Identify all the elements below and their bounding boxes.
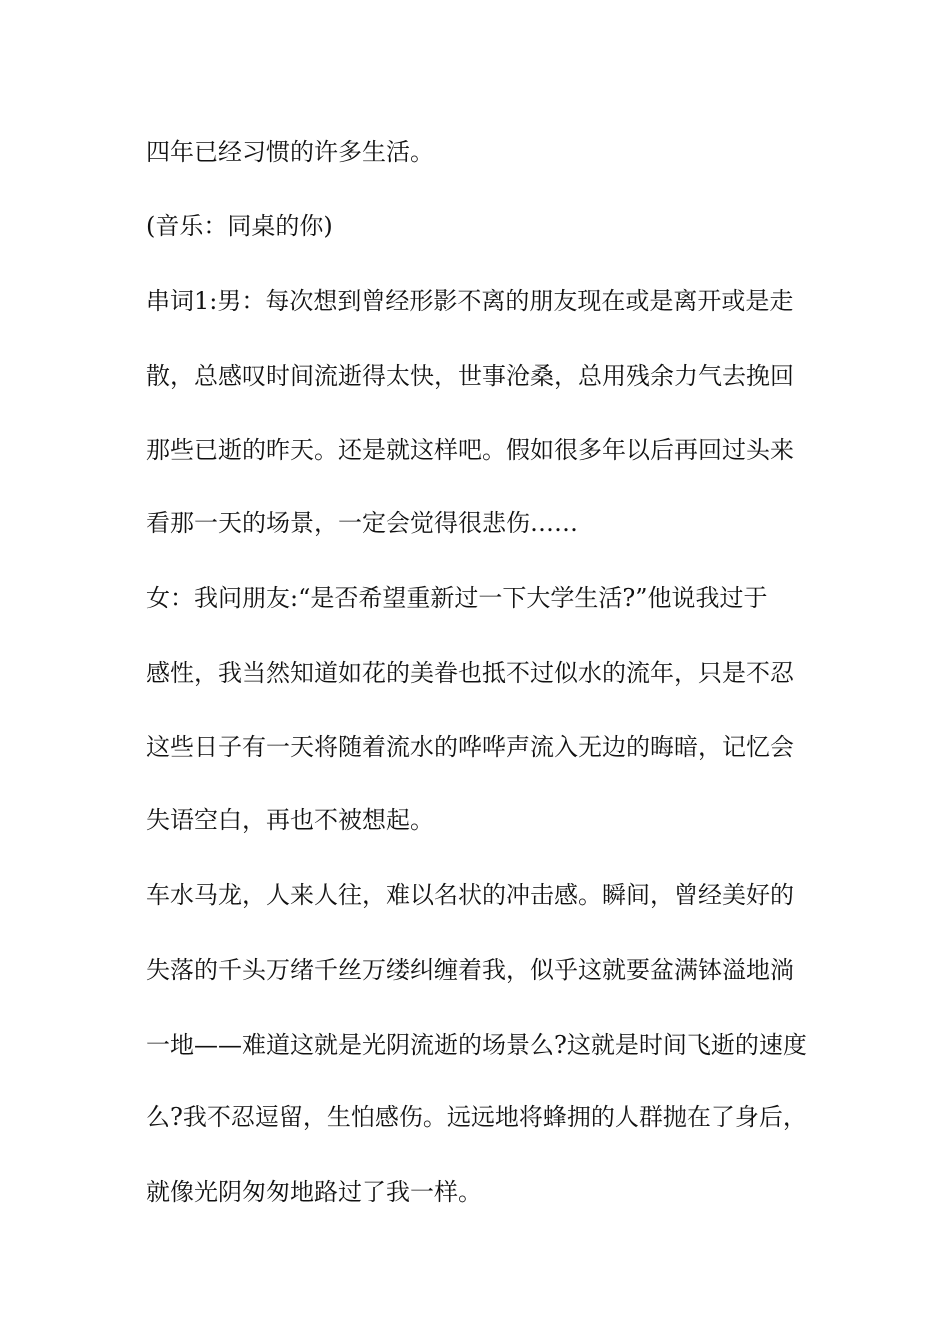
text-line: (音乐：同桌的你) <box>146 212 333 240</box>
text-line: 感性，我当然知道如花的美眷也抵不过似水的流年，只是不忍 <box>146 659 794 687</box>
text-line: 一地——难道这就是光阴流逝的场景么?这就是时间飞逝的速度 <box>146 1031 807 1059</box>
text-line: 车水马龙，人来人往，难以名状的冲击感。瞬间，曾经美好的 <box>146 881 794 909</box>
text-line: 那些已逝的昨天。还是就这样吧。假如很多年以后再回过头来 <box>146 436 794 464</box>
text-line: 女：我问朋友:“是否希望重新过一下大学生活?”他说我过于 <box>146 584 768 612</box>
text-line: 这些日子有一天将随着流水的哗哗声流入无边的晦暗，记忆会 <box>146 733 794 761</box>
text-line: 失落的千头万绪千丝万缕纠缠着我，似乎这就要盆满钵溢地淌 <box>146 956 794 984</box>
text-line: 失语空白，再也不被想起。 <box>146 806 434 834</box>
text-line: 看那一天的场景，一定会觉得很悲伤…… <box>146 509 578 537</box>
text-line: 么?我不忍逗留，生怕感伤。远远地将蜂拥的人群抛在了身后， <box>146 1103 807 1131</box>
text-line: 就像光阴匆匆地路过了我一样。 <box>146 1178 482 1206</box>
text-line: 串词1:男：每次想到曾经形影不离的朋友现在或是离开或是走 <box>146 287 794 315</box>
text-line: 四年已经习惯的许多生活。 <box>146 138 434 166</box>
text-line: 散，总感叹时间流逝得太快，世事沧桑，总用残余力气去挽回 <box>146 362 794 390</box>
